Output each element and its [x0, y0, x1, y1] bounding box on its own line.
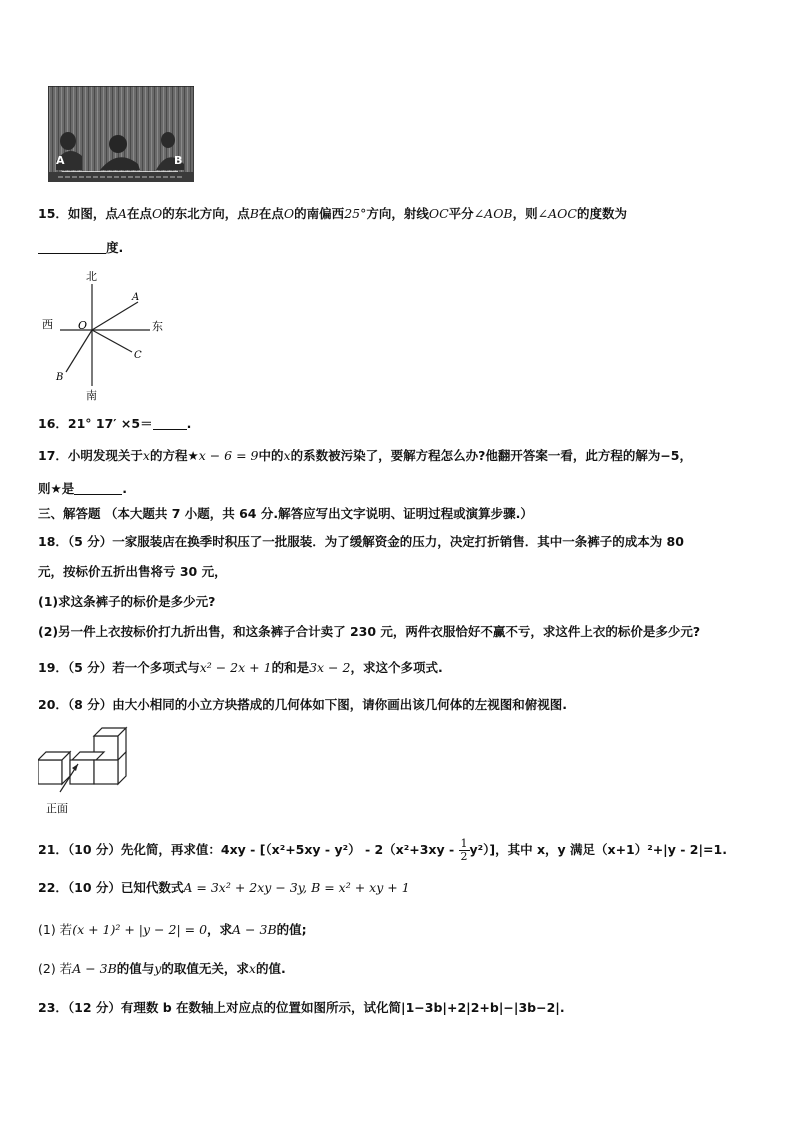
- q18-sub2: (2)另一件上衣按标价打九折出售，和这条裤子合计卖了 230 元，两件衣服恰好不赢不亏，求这件上衣的标价是多少元?: [38, 624, 701, 639]
- q18-sub1: (1)求这条裤子的标价是多少元?: [38, 594, 216, 609]
- q23: 23．（12 分）有理数 b 在数轴上对应点的位置如图所示，试化简|1−3b|+2|2+b|−|3b−2|.: [38, 1000, 565, 1015]
- q18-line2: 元，按标价五折出售将亏 30 元，: [38, 564, 227, 579]
- q20: 20．（8 分）由大小相同的小立方块搭成的几何体如下图，请你画出该几何体的左视图和俯视图.: [38, 697, 567, 712]
- photo-label-a: A: [56, 154, 65, 167]
- compass-east: 东: [152, 320, 163, 333]
- compass-south: 南: [86, 389, 97, 402]
- q17-line1: 17．小明发现关于x的方程★x − 6 = 9中的x的系数被污染了，要解方程怎么办?他翻开答案一看，此方程的解为−5，: [38, 448, 692, 463]
- answer-blank[interactable]: [74, 494, 122, 495]
- q18-line1: 18．（5 分）一家服装店在换季时积压了一批服装．为了缓解资金的压力，决定打折销售．其中一条裤子的成本为 80: [38, 534, 684, 549]
- compass-a: A: [132, 292, 140, 303]
- compass-b: B: [56, 372, 64, 383]
- photo-label-b: B: [174, 154, 183, 167]
- photo-illustration: [48, 86, 194, 182]
- q15-line2: 度.: [38, 240, 123, 256]
- q16: 16．21° 17′ ×5＝ .: [38, 416, 192, 431]
- compass-o: O: [78, 319, 88, 332]
- answer-blank[interactable]: [153, 429, 187, 430]
- q17-line2: 则★是 .: [38, 481, 127, 496]
- q22-sub2: (2) 若A − 3B的值与y的取值无关，求x的值.: [38, 961, 286, 976]
- compass-west: 西: [42, 318, 53, 331]
- q15-line1: 15．如图，点A在点O的东北方向，点B在点O的南偏西25°方向，射线OC平分∠AOB，则∠AOC的度数为: [38, 206, 627, 221]
- compass-diagram: [40, 268, 180, 408]
- front-label: 正面: [46, 802, 68, 815]
- compass-c: C: [134, 350, 142, 361]
- q21: 21．（10 分）先化简，再求值：4xy - [（x²+5xy - y²） - 2（x²+3xy - $\frac{1}{2}$ y²）]，其中 x，y 满足（x+1）²+|y - 2|=1.: [38, 837, 727, 863]
- answer-blank[interactable]: [38, 253, 106, 254]
- cubes-figure: [38, 726, 138, 818]
- q22-line1: 22．（10 分）已知代数式A = 3x² + 2xy − 3y, B = x² + xy + 1: [38, 880, 410, 895]
- q22-sub1: (1) 若(x + 1)² + |y − 2| = 0，求A − 3B的值;: [38, 922, 307, 937]
- section-heading: 三、解答题 （本大题共 7 小题，共 64 分.解答应写出文字说明、证明过程或演算步骤.）: [38, 506, 533, 521]
- fraction-half: $\frac{1}{2}$: [460, 837, 468, 863]
- compass-north: 北: [86, 270, 97, 283]
- q19: 19．（5 分）若一个多项式与x² − 2x + 1的和是3x − 2，求这个多项式.: [38, 660, 443, 675]
